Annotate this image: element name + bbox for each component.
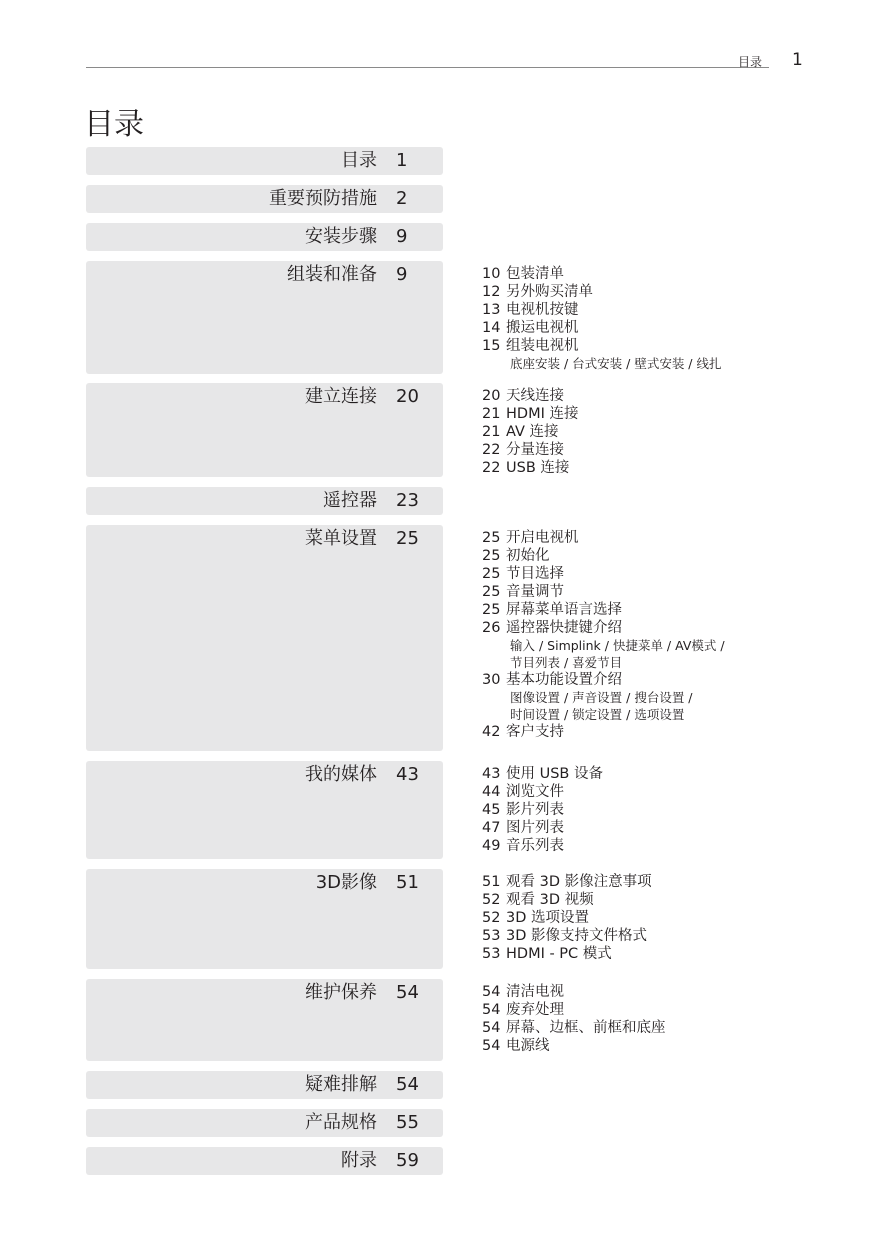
- toc-subsection-item[interactable]: [482, 283, 882, 301]
- toc-section-page: 51: [396, 872, 419, 893]
- toc-subsection-title: 电源线: [506, 1038, 550, 1054]
- toc-subsection-page: 15: [482, 338, 501, 354]
- toc-subsection-title: 电视机按键: [506, 302, 579, 318]
- toc-section-bar[interactable]: [86, 261, 443, 374]
- toc-section-bar[interactable]: [86, 1071, 443, 1099]
- toc-section-page: 54: [396, 1074, 419, 1095]
- toc-subsection-item[interactable]: [482, 1037, 882, 1055]
- toc-section-bar[interactable]: [86, 1147, 443, 1175]
- toc-subsection-title: 屏幕、边框、前框和底座: [506, 1020, 666, 1036]
- toc-subsection-list: [482, 765, 882, 855]
- toc-section-page: 25: [396, 528, 419, 549]
- toc-section-page: 20: [396, 386, 419, 407]
- toc-subsection-title: 图片列表: [506, 820, 564, 836]
- header-section-label: 目录: [738, 55, 763, 69]
- toc-subsection-item[interactable]: [482, 783, 882, 801]
- toc-subsection-item[interactable]: [482, 459, 882, 477]
- toc-subsection-item[interactable]: [482, 945, 882, 963]
- toc-subsection-item[interactable]: [482, 583, 882, 601]
- toc-section-title: 建立连接: [305, 386, 377, 407]
- toc-subsection-page: 30: [482, 672, 501, 688]
- toc-subsection-item[interactable]: [482, 319, 882, 337]
- toc-section-page: 54: [396, 982, 419, 1003]
- toc-subsection-item[interactable]: [482, 723, 882, 741]
- toc-subsection-page: 10: [482, 266, 501, 282]
- toc-subsection-title: 音乐列表: [506, 838, 564, 854]
- toc-section-title: 遥控器: [323, 490, 377, 511]
- toc-subsection-title: USB 连接: [506, 460, 570, 476]
- toc-subsection-page: 14: [482, 320, 501, 336]
- toc-subsection-page: 47: [482, 820, 501, 836]
- toc-section-title: 3D影像: [315, 872, 377, 893]
- toc-section-page: 55: [396, 1112, 419, 1133]
- toc-subsection-list: [482, 529, 882, 741]
- toc-subsection-page: 25: [482, 602, 501, 618]
- toc-subsection-item[interactable]: [482, 819, 882, 837]
- toc-section-title: 疑难排解: [305, 1074, 377, 1095]
- toc-subsection-item[interactable]: [482, 441, 882, 459]
- toc-subsection-item[interactable]: [482, 619, 882, 637]
- toc-subsection-page: 45: [482, 802, 501, 818]
- toc-subsection-page: 54: [482, 1038, 501, 1054]
- toc-subsection-title: 使用 USB 设备: [506, 766, 603, 782]
- toc-subsection-item[interactable]: [482, 1019, 882, 1037]
- toc-subsection-item[interactable]: [482, 565, 882, 583]
- toc-subsection-page: 54: [482, 1002, 501, 1018]
- toc-subsection-title: 节目选择: [506, 566, 564, 582]
- toc-subsection-page: 25: [482, 566, 501, 582]
- toc-subsection-title: 包装清单: [506, 266, 564, 282]
- toc-subsection-page: 25: [482, 530, 501, 546]
- toc-subsection-list: [482, 873, 882, 963]
- toc-subsection-title: 观看 3D 视频: [506, 892, 594, 908]
- toc-subsection-title: 基本功能设置介绍: [506, 672, 622, 688]
- toc-section-title: 菜单设置: [305, 528, 377, 549]
- toc-subsection-item[interactable]: [482, 601, 882, 619]
- toc-section-bar[interactable]: [86, 525, 443, 751]
- toc-subsection-page: 12: [482, 284, 501, 300]
- header-rule: [86, 67, 769, 68]
- toc-subsection-page: 43: [482, 766, 501, 782]
- toc-subsection-page: 42: [482, 724, 501, 740]
- toc-subsection-title: 天线连接: [506, 388, 564, 404]
- toc-subsection-title: 客户支持: [506, 724, 564, 740]
- toc-subsection-page: 26: [482, 620, 501, 636]
- toc-subsection-title: 分量连接: [506, 442, 564, 458]
- toc-subsection-title: 3D 选项设置: [506, 910, 589, 926]
- toc-subsection-page: 13: [482, 302, 501, 318]
- toc-section-page: 1: [396, 150, 408, 171]
- toc-subsection-page: 22: [482, 460, 501, 476]
- toc-section-bar[interactable]: [86, 147, 443, 175]
- toc-subsection-list: [482, 983, 882, 1055]
- toc-section-bar[interactable]: [86, 185, 443, 213]
- toc-subsection-page: 52: [482, 910, 501, 926]
- toc-subsection-page: 49: [482, 838, 501, 854]
- toc-subsection-title: 浏览文件: [506, 784, 564, 800]
- toc-subsection-item[interactable]: [482, 671, 882, 689]
- toc-subsection-item[interactable]: [482, 337, 882, 355]
- toc-section-title: 产品规格: [305, 1112, 377, 1133]
- toc-subsection-title: AV 连接: [506, 424, 559, 440]
- toc-section-page: 2: [396, 188, 408, 209]
- toc-subsection-page: 21: [482, 424, 501, 440]
- toc-subsection-page: 54: [482, 1020, 501, 1036]
- page-title: 目录: [84, 107, 144, 142]
- toc-section-title: 组装和准备: [287, 264, 377, 285]
- toc-subsection-item[interactable]: [482, 547, 882, 565]
- toc-subsection-title: 遥控器快捷键介绍: [506, 620, 622, 636]
- toc-subsection-item[interactable]: [482, 927, 882, 945]
- toc-subsection-note: 底座安装 / 台式安装 / 壁式安装 / 线扎: [510, 356, 722, 371]
- toc-subsection-page: 51: [482, 874, 501, 890]
- toc-subsection-title: 另外购买清单: [506, 284, 593, 300]
- toc-subsection-title: 观看 3D 影像注意事项: [506, 874, 652, 890]
- toc-subsection-page: 44: [482, 784, 501, 800]
- toc-subsection-item[interactable]: [482, 909, 882, 927]
- toc-subsection-item[interactable]: [482, 891, 882, 909]
- toc-section-title: 我的媒体: [305, 764, 377, 785]
- toc-subsection-title: 开启电视机: [506, 530, 579, 546]
- toc-section-page: 43: [396, 764, 419, 785]
- toc-section-bar[interactable]: [86, 383, 443, 477]
- toc-subsection-title: 初始化: [506, 548, 550, 564]
- toc-subsection-page: 53: [482, 946, 501, 962]
- toc-subsection-item[interactable]: [482, 873, 882, 891]
- toc-subsection-item[interactable]: [482, 1001, 882, 1019]
- toc-section-title: 维护保养: [305, 982, 377, 1003]
- toc-subsection-page: 22: [482, 442, 501, 458]
- toc-subsection-item[interactable]: [482, 765, 882, 783]
- toc-subsection-note: 节目列表 / 喜爱节目: [510, 655, 623, 670]
- toc-subsection-page: 52: [482, 892, 501, 908]
- toc-subsection-page: 21: [482, 406, 501, 422]
- toc-section-page: 9: [396, 264, 408, 285]
- toc-subsection-item[interactable]: [482, 529, 882, 547]
- toc-subsection-item[interactable]: [482, 265, 882, 283]
- toc-subsection-title: HDMI - PC 模式: [506, 946, 612, 962]
- toc-subsection-item[interactable]: [482, 405, 882, 423]
- toc-subsection-page: 20: [482, 388, 501, 404]
- toc-subsection-note: 图像设置 / 声音设置 / 搜台设置 /: [510, 690, 693, 705]
- toc-section-title: 重要预防措施: [269, 188, 377, 209]
- toc-subsection-list: [482, 387, 882, 477]
- toc-section-title: 安装步骤: [305, 226, 377, 247]
- toc-section-bar[interactable]: [86, 869, 443, 969]
- toc-section-page: 9: [396, 226, 408, 247]
- toc-subsection-note: 输入 / Simplink / 快捷菜单 / AV模式 /: [510, 638, 725, 653]
- toc-subsection-title: HDMI 连接: [506, 406, 579, 422]
- header-page-number: 1: [792, 50, 803, 70]
- toc-section-title: 附录: [341, 1150, 377, 1171]
- toc-section-bar[interactable]: [86, 979, 443, 1061]
- toc-subsection-item[interactable]: [482, 801, 882, 819]
- toc-subsection-item[interactable]: [482, 983, 882, 1001]
- toc-subsection-page: 53: [482, 928, 501, 944]
- toc-subsection-title: 废弃处理: [506, 1002, 564, 1018]
- toc-section-page: 59: [396, 1150, 419, 1171]
- toc-subsection-title: 屏幕菜单语言选择: [506, 602, 622, 618]
- toc-subsection-title: 影片列表: [506, 802, 564, 818]
- toc-subsection-item[interactable]: [482, 423, 882, 441]
- toc-subsection-title: 清洁电视: [506, 984, 564, 1000]
- toc-subsection-list: [482, 265, 882, 372]
- toc-subsection-title: 搬运电视机: [506, 320, 579, 336]
- toc-subsection-page: 54: [482, 984, 501, 1000]
- toc-subsection-note: 时间设置 / 锁定设置 / 选项设置: [510, 707, 685, 722]
- toc-subsection-item[interactable]: [482, 387, 882, 405]
- toc-section-bar[interactable]: [86, 223, 443, 251]
- toc-subsection-page: 25: [482, 548, 501, 564]
- toc-subsection-title: 3D 影像支持文件格式: [506, 928, 647, 944]
- toc-subsection-title: 音量调节: [506, 584, 564, 600]
- toc-subsection-item[interactable]: [482, 301, 882, 319]
- toc-subsection-item[interactable]: [482, 837, 882, 855]
- toc-section-title: 目录: [341, 150, 377, 171]
- toc-section-page: 23: [396, 490, 419, 511]
- toc-section-bar[interactable]: [86, 487, 443, 515]
- toc-subsection-page: 25: [482, 584, 501, 600]
- toc-subsection-title: 组装电视机: [506, 338, 579, 354]
- toc-section-bar[interactable]: [86, 1109, 443, 1137]
- toc-section-bar[interactable]: [86, 761, 443, 859]
